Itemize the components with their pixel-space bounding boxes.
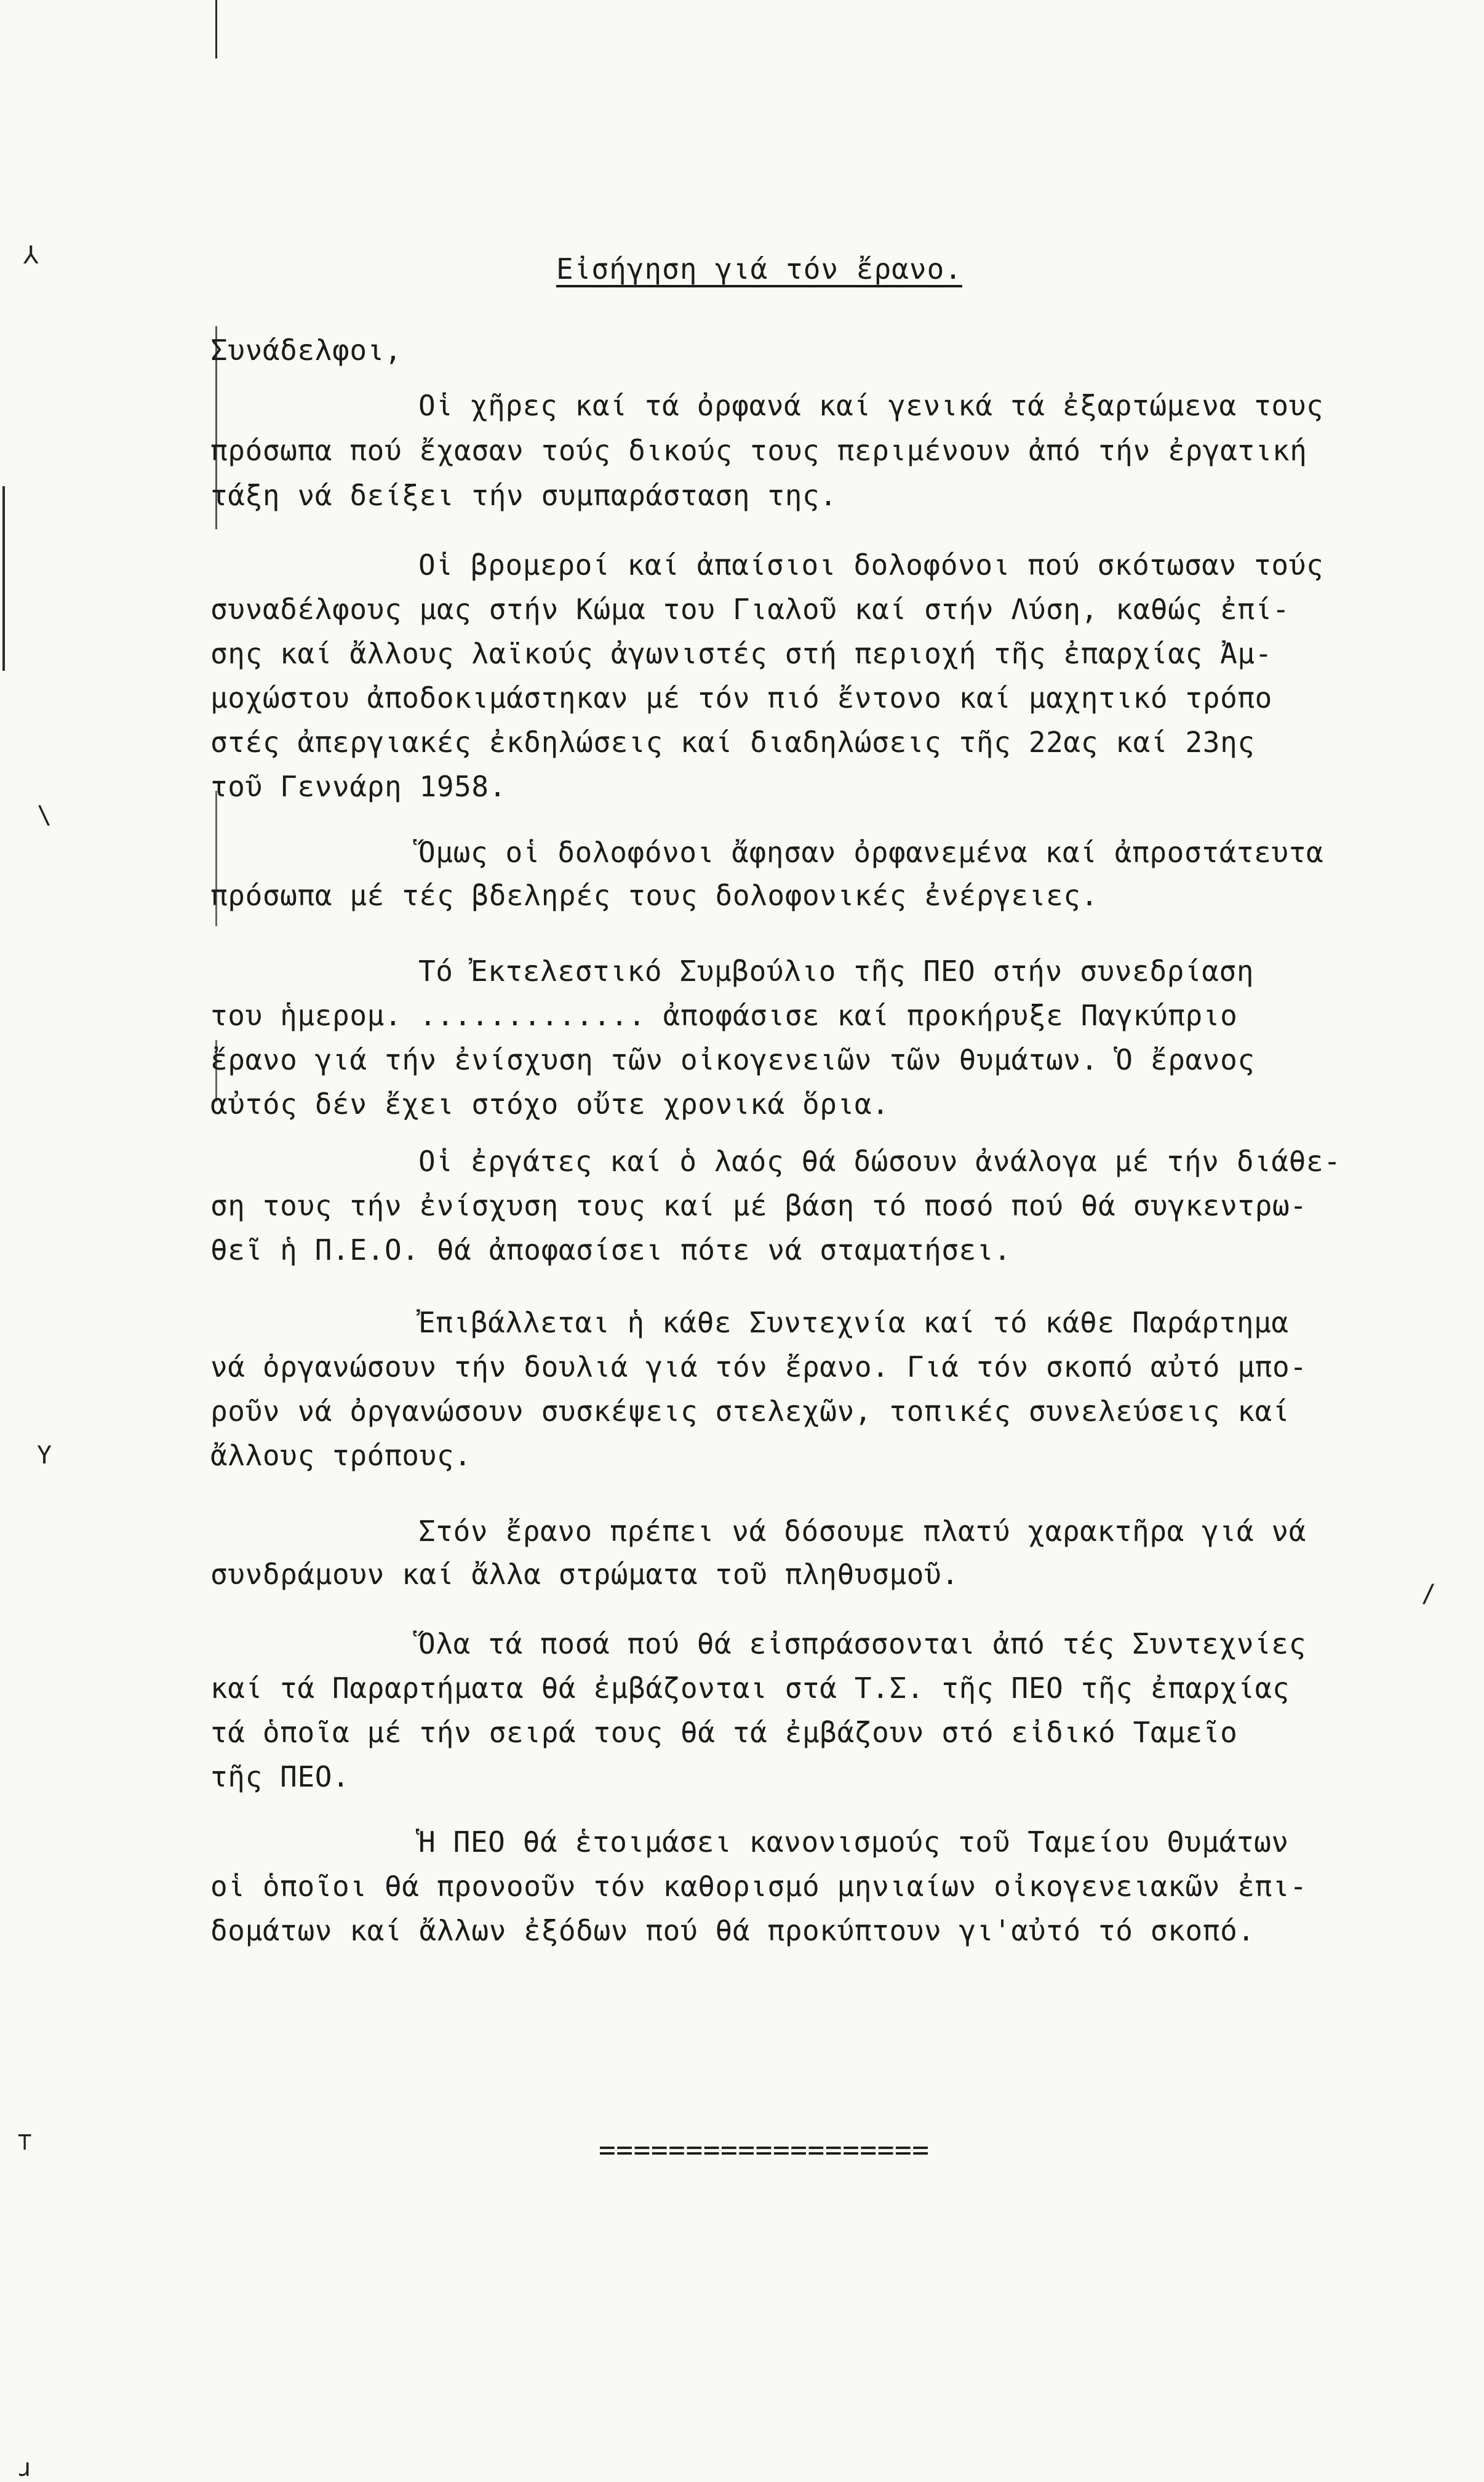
paragraph-line: Στόν ἔρανο πρέπει νά δόσουμε πλατύ χαρακτῆρα γιά νά bbox=[418, 1515, 1307, 1548]
paragraph-line: πρόσωπα μέ τές βδεληρές τους δολοφονικές ἐνέργειες. bbox=[210, 879, 1099, 912]
paragraph-line: ση τους τήν ἐνίσχυση τους καί μέ βάση τό ποσό πού θά συγκεντρω- bbox=[210, 1189, 1307, 1222]
scan-speck: \ bbox=[37, 801, 52, 830]
paragraph-line: οἱ ὁποῖοι θά προνοοῦν τόν καθορισμό μηνιαίων οἰκογενειακῶν ἐπι- bbox=[210, 1870, 1307, 1903]
scan-speck: ⅄ bbox=[23, 241, 39, 270]
scan-speck: Y bbox=[37, 1441, 52, 1470]
paragraph-line: Οἱ ἐργάτες καί ὁ λαός θά δώσουν ἀνάλογα μέ τήν διάθε- bbox=[418, 1145, 1341, 1178]
paragraph-line: Ὅμως οἱ δολοφόνοι ἄφησαν ὀρφανεμένα καί ἀπροστάτευτα bbox=[418, 836, 1324, 869]
paragraph-line: καί τά Παραρτήματα θά ἐμβάζονται στά Τ.Σ. τῆς ΠΕΟ τῆς ἐπαρχίας bbox=[210, 1671, 1290, 1705]
salutation: Συνάδελφοι, bbox=[210, 334, 402, 367]
paragraph-line: σης καί ἄλλους λαϊκούς ἀγωνιστές στή περιοχή τῆς ἐπαρχίας Ἀμ- bbox=[210, 637, 1272, 670]
binding-mark bbox=[215, 0, 217, 58]
paragraph-line: πρόσωπα πού ἔχασαν τούς δικούς τους περιμένουν ἀπό τήν ἐργατική bbox=[210, 434, 1307, 467]
paragraph-line: Οἱ βρομεροί καί ἀπαίσιοι δολοφόνοι πού σκότωσαν τούς bbox=[418, 548, 1324, 582]
paragraph-line: τάξη νά δείξει τήν συμπαράσταση της. bbox=[210, 479, 837, 512]
paragraph-line: θεῖ ἡ Π.Ε.Ο. θά ἀποφασίσει πότε νά σταματήσει. bbox=[210, 1233, 1011, 1267]
paragraph-line: τοῦ Γεννάρη 1958. bbox=[210, 770, 507, 803]
paragraph-line: Τό Ἐκτελεστικό Συμβούλιο τῆς ΠΕΟ στήν συνεδρίαση bbox=[418, 955, 1255, 988]
paragraph-line: του ἡμερομ. ............. ἀποφάσισε καί προκήρυξε Παγκύπριο bbox=[210, 999, 1238, 1032]
paragraph-line: ροῦν νά ὀργανώσουν συσκέψεις στελεχῶν, τοπικές συνελεύσεις καί bbox=[210, 1395, 1290, 1428]
paragraph-line: στές ἀπεργιακές ἐκδηλώσεις καί διαδηλώσεις τῆς 22ας καί 23ης bbox=[210, 726, 1255, 759]
binding-mark bbox=[2, 486, 5, 671]
separator-line: =================== bbox=[599, 2133, 930, 2166]
paragraph-line: Οἱ χῆρες καί τά ὀρφανά καί γενικά τά ἐξαρτώμενα τους bbox=[418, 389, 1324, 422]
scan-speck: ⊤ bbox=[17, 2128, 33, 2156]
paragraph-line: νά ὀργανώσουν τήν δουλιά γιά τόν ἔρανο. Γιά τόν σκοπό αὐτό μπο- bbox=[210, 1350, 1307, 1383]
paragraph-line: Ἡ ΠΕΟ θά ἑτοιμάσει κανονισμούς τοῦ Ταμείου Θυμάτων bbox=[418, 1825, 1289, 1859]
scan-speck: / bbox=[1421, 1580, 1437, 1608]
paragraph-line: συνδράμουν καί ἄλλα στρώματα τοῦ πληθυσμοῦ. bbox=[210, 1558, 959, 1591]
document-title: Εἰσήγηση γιά τόν ἔρανο. bbox=[556, 252, 962, 286]
paragraph-line: τῆς ΠΕΟ. bbox=[210, 1760, 350, 1793]
scan-speck: ɹ bbox=[17, 2454, 33, 2482]
paragraph-line: μοχώστου ἀποδοκιμάστηκαν μέ τόν πιό ἔντονο καί μαχητικό τρόπο bbox=[210, 681, 1272, 715]
paragraph-line: αὐτός δέν ἔχει στόχο οὔτε χρονικά ὅρια. bbox=[210, 1087, 890, 1121]
paragraph-line: Ἐπιβάλλεται ἡ κάθε Συντεχνία καί τό κάθε Παράρτημα bbox=[418, 1306, 1289, 1339]
paragraph-line: δομάτων καί ἄλλων ἐξόδων πού θά προκύπτουν γι'αὐτό τό σκοπό. bbox=[210, 1914, 1255, 1947]
paragraph-line: συναδέλφους μας στήν Κώμα του Γιαλοῦ καί στήν Λύση, καθώς ἐπί- bbox=[210, 593, 1290, 626]
paragraph-line: ἔρανο γιά τήν ἐνίσχυση τῶν οἰκογενειῶν τῶν θυμάτων. Ὁ ἔρανος bbox=[210, 1043, 1255, 1076]
paragraph-line: Ὅλα τά ποσά πού θά εἰσπράσσονται ἀπό τές Συντεχνίες bbox=[418, 1627, 1307, 1660]
paragraph-line: ἄλλους τρόπους. bbox=[210, 1439, 472, 1472]
paragraph-line: τά ὁποῖα μέ τήν σειρά τους θά τά ἐμβάζουν στό εἰδικό Ταμεῖο bbox=[210, 1716, 1238, 1749]
